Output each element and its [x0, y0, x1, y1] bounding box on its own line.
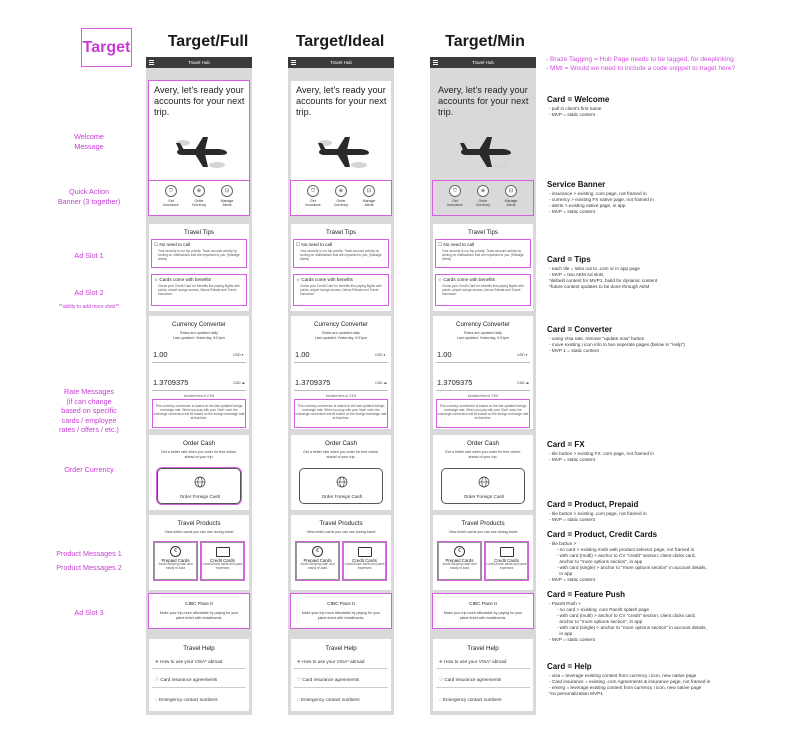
fees-note: Includes fees of 2.5%	[325, 394, 357, 398]
currency-icon: ⊕	[193, 185, 205, 197]
annotation-line: - insurance > existing .com page, not framed in	[549, 191, 647, 196]
annotation-heading: Card = FX	[547, 440, 585, 449]
divider	[152, 668, 246, 669]
travel-help-card	[433, 639, 533, 711]
currency-from[interactable]: USD ▾	[375, 353, 386, 357]
annotation-line: anchor to "more options section", in app	[549, 619, 643, 624]
annotation-line: anchor to "more options section", in app	[549, 559, 643, 564]
help-item-emergency[interactable]: ◌ Emergency contact numbers	[439, 697, 502, 702]
quick-action-bell[interactable]	[357, 185, 381, 207]
help-title: Travel Help	[183, 645, 215, 652]
amount-to: 1.3709375	[153, 378, 189, 387]
order-foreign-cash-button[interactable]	[441, 468, 525, 504]
divider	[152, 362, 246, 363]
prepaid-cards-tile[interactable]	[438, 542, 481, 580]
quick-action-label: Get Insurance	[305, 199, 321, 207]
currency-circle-icon: €	[312, 546, 323, 557]
help-title: Travel Help	[467, 645, 499, 652]
shield-icon: ⛉	[449, 185, 461, 197]
note-mmi: - MMI = Would we need to include a code snippet to traget here?	[546, 65, 736, 72]
app-title: Travel Hub	[330, 60, 352, 65]
rate-message: This currency conversion is based on the last updated foreign exchange rate. When you pay with your Visa* card, the exchange conversion will be based on the foreign exchange rate at that time.	[295, 400, 387, 427]
annotation-line: - with card (multi) > anchor to CV "credit" section; client clicks card,	[549, 553, 696, 558]
welcome-message: Avery, let's ready your accounts for your next trip.	[438, 85, 529, 117]
annotation-heading: Card = Welcome	[547, 95, 610, 104]
currency-circle-icon: €	[170, 546, 181, 557]
annotation-notes	[549, 106, 781, 118]
annotation-line: - visa = leverage existing content from currency i icon, new native page	[549, 673, 697, 678]
rate-message: This currency conversion is based on the last updated foreign exchange rate. When you pay with your Visa* card, the exchange conversion will be based on the foreign exchange rate at that time.	[153, 400, 245, 427]
help-item-visa[interactable]: ✈ How to use your VISA* abroad	[297, 659, 365, 664]
divider	[294, 390, 388, 391]
tip2-title: ☆ Cards come with benefits	[438, 277, 495, 282]
airplane-icon	[457, 135, 513, 169]
credit-name: Credit Cards	[210, 558, 235, 563]
airplane-icon	[315, 135, 371, 169]
welcome-card	[149, 81, 249, 188]
order-cash-subtitle: Get a better rate when you order for free online, ahead of your trip.	[161, 450, 237, 459]
bell-icon: ⊡	[505, 185, 517, 197]
label-ad-slot-1: Ad Slot 1	[74, 251, 104, 260]
annotation-heading: Service Banner	[547, 180, 606, 189]
note-braze: - Braze Tagging = Hub Page needs to be tagged, for deeplinking	[546, 56, 734, 63]
quick-action-label: Get Insurance	[163, 199, 179, 207]
annotation-line: - tile button >	[549, 541, 577, 546]
divider	[294, 668, 388, 669]
label-welcome: Welcome Message	[74, 132, 104, 151]
status-bar	[288, 57, 394, 68]
travel-tips-title: Travel Tips	[325, 229, 357, 236]
annotation-heading: Card = Product, Prepaid	[547, 500, 639, 509]
travel-tips-card	[433, 224, 533, 311]
amount-from[interactable]: 1.00	[437, 350, 452, 359]
column-title-full: Target/Full	[167, 33, 249, 50]
fees-note: Includes fees of 2.5%	[183, 394, 215, 398]
annotation-line: - MVP = static content	[549, 112, 595, 117]
annotation-heading: Card = Product, Credit Cards	[547, 530, 658, 539]
annotation-notes	[549, 191, 781, 215]
annotation-heading: Card = Feature Push	[547, 590, 626, 599]
annotation-heading: Card = Help	[547, 662, 592, 671]
quick-action-currency[interactable]	[329, 185, 353, 207]
annotation-line: - MVP = two AEM Ad slots	[549, 272, 604, 277]
currency-circle-icon: €	[454, 546, 465, 557]
credit-card-icon	[216, 547, 230, 557]
products-title: Travel Products	[177, 520, 221, 527]
credit-cards-tile[interactable]	[201, 542, 244, 580]
annotation-line: - MVP = static content	[549, 637, 595, 642]
prepaid-desc: Avoid carrying cash and easily re-load	[158, 562, 193, 570]
annotation-line: - with card (multi) > anchor to CV "credit" section, client clicks card,	[549, 613, 696, 618]
currency-icon: ⊕	[335, 185, 347, 197]
tip2-title: ☆ Cards come with benefits	[154, 277, 211, 282]
travel-help-card	[149, 639, 249, 711]
tip-cards-benefits[interactable]	[294, 275, 388, 305]
annotation-line: - MVP = static content	[549, 457, 595, 462]
annotation-line: - tile button > existing .com page, not framed in	[549, 511, 647, 516]
travel-tips-card	[291, 224, 391, 311]
annotation-line: - with card (single) > anchor to "more options section" in account details,	[549, 625, 707, 630]
pace-it-body: Make your trip more affordable by paying for your plane ticket with installments.	[443, 611, 523, 620]
annotation-line: - currency > existing FX native page, not framed in	[549, 197, 654, 202]
currency-converter-card	[291, 316, 391, 429]
annotation-line: - Pacelt Push >	[549, 601, 581, 606]
currency-from[interactable]: USD ▾	[233, 353, 244, 357]
globe-icon	[194, 476, 206, 488]
currency-converter-card	[149, 316, 249, 429]
welcome-message: Avery, let's ready your accounts for your next trip.	[154, 85, 245, 117]
quick-action-label: Get Insurance	[447, 199, 463, 207]
annotation-line: - each tile = links out to .com or in app page	[549, 266, 640, 271]
status-bar	[430, 57, 536, 68]
tip1-body: Your security is our top priority. Track account activity by turning on notifications that are important to you. (Manage Alerts)	[442, 249, 524, 261]
phone-mockup	[146, 57, 252, 715]
quick-action-shield[interactable]	[301, 185, 325, 207]
tip2-body: Check your Credit Card for benefits like paying flights with points, airport lounge access, Nexus Rebate and Travel Insurance.	[442, 284, 524, 296]
order-cash-subtitle: Get a better rate when you order for free online, ahead of your trip.	[445, 450, 521, 459]
rate-message: This currency conversion is based on the last updated foreign exchange rate. When you pay with your Visa* card, the exchange conversion will be based on the foreign exchange rate at that time.	[437, 400, 529, 427]
travel-products-card	[291, 515, 391, 590]
travel-products-card	[433, 515, 533, 590]
converter-subtitle: Rates are updated daily Last updated: Yesterday, 9:01pm	[456, 331, 510, 340]
help-item-visa[interactable]: ✈ How to use your VISA* abroad	[155, 659, 223, 664]
annotation-notes	[549, 601, 781, 643]
order-foreign-cash-label: Order Foreign Cash	[463, 494, 505, 499]
annotation-line: - Card insurance = existing .com Agreements & insurance page, not framed in	[549, 679, 711, 684]
target-badge: Target	[81, 28, 132, 67]
airplane-icon	[173, 135, 229, 169]
tip1-body: Your security is our top priority. Track account activity by turning on notifications that are important to you. (Manage Alerts)	[158, 249, 240, 261]
products-title: Travel Products	[319, 520, 363, 527]
divider	[436, 687, 530, 688]
annotation-line: *no personalization MVP1	[549, 691, 603, 696]
annotation-heading: Card = Tips	[547, 255, 591, 264]
menu-icon[interactable]	[149, 60, 154, 65]
quick-action-banner	[149, 181, 249, 215]
menu-icon[interactable]	[433, 60, 438, 65]
products-subtitle: View which cards you can use during travel	[306, 530, 376, 534]
converter-title: Currency Converter	[172, 321, 226, 328]
app-title: Travel Hub	[188, 60, 210, 65]
pace-it-card[interactable]	[149, 594, 249, 628]
globe-icon	[478, 476, 490, 488]
prepaid-name: Prepaid Cards	[303, 558, 332, 563]
annotation-line: *future content updates to be done through AEM	[549, 284, 650, 289]
order-cash-card	[149, 435, 249, 510]
annotation-notes	[549, 336, 781, 354]
label-ad-slot-2: Ad Slot 2	[74, 288, 104, 297]
quick-action-banner	[433, 181, 533, 215]
travel-tips-title: Travel Tips	[467, 229, 499, 236]
annotation-line: - using Visa rate, remove "update now" button	[549, 336, 645, 341]
quick-action-banner	[291, 181, 391, 215]
bell-icon: ⊡	[363, 185, 375, 197]
divider	[152, 687, 246, 688]
pace-it-body: Make your trip more affordable by paying for your plane ticket with installments.	[301, 611, 381, 620]
travel-help-card	[291, 639, 391, 711]
quick-action-label: Manage Alerts	[220, 199, 234, 207]
currency-converter-card	[433, 316, 533, 429]
order-foreign-cash-label: Order Foreign Cash	[179, 494, 221, 499]
help-item-emergency[interactable]: ◌ Emergency contact numbers	[297, 697, 360, 702]
phone-mockup	[430, 57, 536, 715]
annotation-line: - alerts > existing native page, in app	[549, 203, 626, 208]
annotation-line: - with card (single) > anchor to "more options section" in account details,	[549, 565, 707, 570]
pace-it-card[interactable]	[433, 594, 533, 628]
welcome-card	[291, 81, 391, 188]
annotation-notes	[549, 511, 781, 523]
annotation-line: - move existing i icon info to two seperate pages (below in "Help")	[549, 342, 685, 347]
annotation-line: *default content for MVP1, build for dynamic content	[549, 278, 658, 283]
fees-note: Includes fees of 2.5%	[467, 394, 499, 398]
prepaid-name: Prepaid Cards	[445, 558, 474, 563]
divider	[436, 362, 530, 363]
app-title: Travel Hub	[472, 60, 494, 65]
annotation-notes	[549, 266, 781, 290]
credit-cards-tile[interactable]	[485, 542, 528, 580]
currency-icon: ⊕	[477, 185, 489, 197]
credit-name: Credit Cards	[494, 558, 519, 563]
divider	[294, 687, 388, 688]
globe-icon	[336, 476, 348, 488]
order-foreign-cash-label: Order Foreign Cash	[321, 494, 363, 499]
order-cash-card	[291, 435, 391, 510]
order-cash-title: Order Cash	[325, 440, 357, 447]
annotation-notes	[549, 451, 781, 463]
quick-action-label: Order Currency	[333, 199, 349, 207]
annotation-line: - pull in client's first name	[549, 106, 602, 111]
travel-tips-card	[149, 224, 249, 311]
annotation-notes	[549, 541, 781, 583]
column-title-ideal: Target/Ideal	[295, 33, 385, 50]
label-quick-action: Quick Action Banner (3 together)	[57, 187, 121, 206]
welcome-card	[433, 81, 533, 188]
annotation-line: - emerg = leverage existing content from currency i icon, new native page	[549, 685, 702, 690]
divider	[294, 362, 388, 363]
help-title: Travel Help	[325, 645, 357, 652]
quick-action-label: Order Currency	[191, 199, 207, 207]
converter-subtitle: Rates are updated daily Last updated: Yesterday, 9:01pm	[314, 331, 368, 340]
annotation-line: in app	[549, 631, 573, 636]
annotation-line: - no card > existing mobi web product selector page, not framed in	[549, 547, 695, 552]
credit-cards-tile[interactable]	[343, 542, 386, 580]
pace-it-card[interactable]	[291, 594, 391, 628]
pace-it-title: CIBC Pace It	[327, 602, 355, 607]
prepaid-desc: Avoid carrying cash and easily re-load	[300, 562, 335, 570]
converter-title: Currency Converter	[456, 321, 510, 328]
tip2-title: ☆ Cards come with benefits	[296, 277, 353, 282]
annotation-line: - MVP = static content	[549, 517, 595, 522]
quick-action-bell[interactable]	[499, 185, 523, 207]
amount-to: 1.3709375	[437, 378, 473, 387]
pace-it-title: CIBC Pace It	[185, 602, 213, 607]
annotation-heading: Card = Converter	[547, 325, 613, 334]
travel-tips-title: Travel Tips	[183, 229, 215, 236]
order-cash-title: Order Cash	[467, 440, 499, 447]
amount-to: 1.3709375	[295, 378, 331, 387]
prepaid-cards-tile[interactable]	[154, 542, 197, 580]
label-rate-messages: Rate Messages (if can change based on specific cards / employee rates / offers / etc.)	[59, 387, 119, 434]
amount-from[interactable]: 1.00	[153, 350, 168, 359]
order-foreign-cash-button[interactable]	[299, 468, 383, 504]
annotation-line: - no card > existing .com Pacelt splash page	[549, 607, 649, 612]
currency-from[interactable]: USD ▾	[517, 353, 528, 357]
help-item-insurance[interactable]: ♡ Card insurance agreements	[155, 677, 218, 682]
tip-cards-benefits[interactable]	[436, 275, 530, 305]
top-notes	[546, 55, 781, 73]
tip-no-need-to-call[interactable]	[436, 240, 530, 267]
annotation-line: - MVP = static content	[549, 209, 595, 214]
quick-action-bell[interactable]	[215, 185, 239, 207]
tip-no-need-to-call[interactable]	[294, 240, 388, 267]
annotation-line: - MVP = static content	[549, 577, 595, 582]
products-subtitle: View which cards you can use during travel	[448, 530, 518, 534]
annotation-line: - tile button > existing FX .com page, not framed in	[549, 451, 654, 456]
label-product-messages-2: Product Messages 2	[56, 563, 122, 572]
help-item-insurance[interactable]: ♡ Card insurance agreements	[297, 677, 360, 682]
shield-icon: ⛉	[165, 185, 177, 197]
quick-action-label: Manage Alerts	[362, 199, 376, 207]
bell-icon: ⊡	[221, 185, 233, 197]
credit-desc: Lock/Unlock cards and pace expenses	[344, 562, 385, 570]
quick-action-label: Manage Alerts	[504, 199, 518, 207]
phone-mockup	[288, 57, 394, 715]
pace-it-body: Make your trip more affordable by paying for your plane ticket with installments.	[159, 611, 239, 620]
quick-action-label: Order Currency	[475, 199, 491, 207]
shield-icon: ⛉	[307, 185, 319, 197]
order-cash-subtitle: Get a better rate when you order for free online, ahead of your trip.	[303, 450, 379, 459]
converter-subtitle: Rates are updated daily Last updated: Yesterday, 9:01pm	[172, 331, 226, 340]
label-product-messages-1: Product Messages 1	[56, 549, 122, 558]
menu-icon[interactable]	[291, 60, 296, 65]
prepaid-name: Prepaid Cards	[161, 558, 190, 563]
tip1-title: ☐ No need to call	[154, 242, 191, 247]
help-item-visa[interactable]: ✈ How to use your VISA* abroad	[439, 659, 507, 664]
products-title: Travel Products	[461, 520, 505, 527]
prepaid-desc: Avoid carrying cash and easily re-load	[442, 562, 477, 570]
credit-desc: Lock/Unlock cards and pace expenses	[486, 562, 527, 570]
tip1-body: Your security is our top priority. Track account activity by turning on notifications that are important to you. (Manage Alerts)	[300, 249, 382, 261]
order-foreign-cash-button[interactable]	[157, 468, 241, 504]
travel-products-card	[149, 515, 249, 590]
label-ad-slot-2-note: **ability to add more slots**	[58, 304, 120, 310]
pace-it-title: CIBC Pace It	[469, 602, 497, 607]
converter-title: Currency Converter	[314, 321, 368, 328]
credit-desc: Lock/Unlock cards and pace expenses	[202, 562, 243, 570]
welcome-message: Avery, let's ready your accounts for your next trip.	[296, 85, 387, 117]
label-ad-slot-3: Ad Slot 3	[74, 608, 104, 617]
quick-action-shield[interactable]	[443, 185, 467, 207]
annotation-line: - MVP 1 = static content	[549, 348, 599, 353]
credit-card-icon	[358, 547, 372, 557]
quick-action-currency[interactable]	[187, 185, 211, 207]
annotation-notes	[549, 673, 781, 697]
column-title-min: Target/Min	[445, 33, 525, 50]
label-order-currency: Order Currency	[64, 465, 114, 474]
help-item-emergency[interactable]: ◌ Emergency contact numbers	[155, 697, 218, 702]
tip-cards-benefits[interactable]	[152, 275, 246, 305]
amount-from[interactable]: 1.00	[295, 350, 310, 359]
products-subtitle: View which cards you can use during travel	[164, 530, 234, 534]
order-cash-title: Order Cash	[183, 440, 215, 447]
currency-to[interactable]: CAD ◂▸	[517, 381, 530, 385]
currency-to[interactable]: CAD ◂▸	[375, 381, 388, 385]
tip1-title: ☐ No need to call	[296, 242, 333, 247]
order-cash-card	[433, 435, 533, 510]
credit-card-icon	[500, 547, 514, 557]
help-item-insurance[interactable]: ♡ Card insurance agreements	[439, 677, 502, 682]
annotation-line: in app	[549, 571, 573, 576]
status-bar	[146, 57, 252, 68]
divider	[152, 390, 246, 391]
tip1-title: ☐ No need to call	[438, 242, 475, 247]
prepaid-cards-tile[interactable]	[296, 542, 339, 580]
tip2-body: Check your Credit Card for benefits like paying flights with points, airport lounge access, Nexus Rebate and Travel Insurance.	[300, 284, 382, 296]
tip-no-need-to-call[interactable]	[152, 240, 246, 267]
credit-name: Credit Cards	[352, 558, 377, 563]
divider	[436, 390, 530, 391]
tip2-body: Check your Credit Card for benefits like paying flights with points, airport lounge access, Nexus Rebate and Travel Insurance.	[158, 284, 240, 296]
quick-action-shield[interactable]	[159, 185, 183, 207]
divider	[436, 668, 530, 669]
currency-to[interactable]: CAD ◂▸	[233, 381, 246, 385]
quick-action-currency[interactable]	[471, 185, 495, 207]
